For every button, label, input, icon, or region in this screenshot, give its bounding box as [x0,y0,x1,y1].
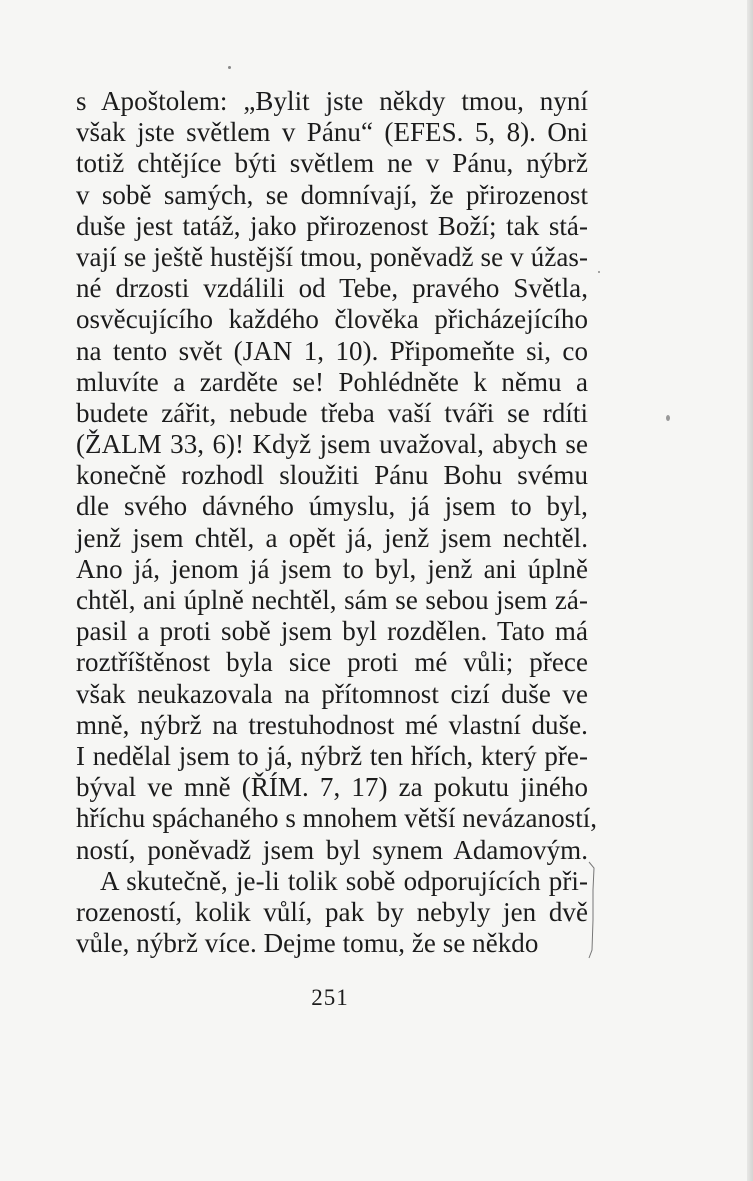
text-line: na tento svět (JAN 1, 10). Připomeňte si, co [76,335,588,366]
text-line: jenž jsem chtěl, a opět já, jenž jsem nechtěl. [76,522,588,553]
text-line: s Apoštolem: „Bylit jste někdy tmou, nyní [76,86,588,116]
text-line: však jste světlem v Pánu“ (EFES. 5, 8). Oni [76,117,588,148]
text-line: mně, nýbrž na trestuhodnost mé vlastní duše. [76,709,588,740]
text-line: totiž chtějíce býti světlem ne v Pánu, nýbrž [76,148,588,179]
paper-speck [598,271,600,273]
text-line: hříchu spáchaného s mnohem větší nevázaností, [76,803,598,834]
text-line: pasil a proti sobě jsem byl rozdělen. Tato má [76,616,588,647]
text-line: (ŽALM 33, 6)! Když jsem uvažoval, abych se [76,429,588,460]
page-number: 251 [311,985,349,1010]
paper-speck [228,66,231,69]
text-line: né drzosti vzdálili od Tebe, pravého Světla, [76,273,588,304]
text-line: osvěcujícího každého člověka přicházejícího [76,304,588,335]
text-line: I nedělal jsem to já, nýbrž ten hřích, který pře- [76,740,588,771]
page-edge [747,0,753,1181]
text-line: A skutečně, je-li tolik sobě odporujících při- [100,865,588,896]
margin-pencil-mark [588,860,596,960]
text-line: dle svého dávného úmyslu, já jsem to byl, [76,491,588,522]
paper-speck [666,415,670,421]
text-line: rozeností, kolik vůlí, pak by nebyly jen dvě [76,896,588,927]
text-line: vají se ještě hustější tmou, poněvadž se v úžas- [76,241,588,272]
text-line: roztříštěnost byla sice proti mé vůli; přece [76,647,588,678]
text-line: vůle, nýbrž více. Dejme tomu, že se někdo [76,928,539,959]
text-line: ností, poněvadž jsem byl synem Adamovým. [76,834,588,865]
text-line: však neukazovala na přítomnost cizí duše ve [76,678,588,709]
text-line: duše jest tatáž, jako přirozenost Boží; tak stá- [76,210,588,241]
text-line: v sobě samých, se domnívají, že přirozenost [76,179,588,210]
text-line: budete zářit, nebude třeba vaší tváři se rdíti [76,397,588,428]
text-line: býval ve mně (ŘÍM. 7, 17) za pokutu jiného [76,772,588,803]
text-line: chtěl, ani úplně nechtěl, sám se sebou jsem zá- [76,585,588,615]
body-text [76,86,598,959]
text-line: konečně rozhodl sloužiti Pánu Bohu svému [76,460,588,491]
text-line: Ano já, jenom já jsem to byl, jenž ani úplně [76,553,588,584]
text-line: mluvíte a zarděte se! Pohlédněte k němu a [76,366,588,397]
